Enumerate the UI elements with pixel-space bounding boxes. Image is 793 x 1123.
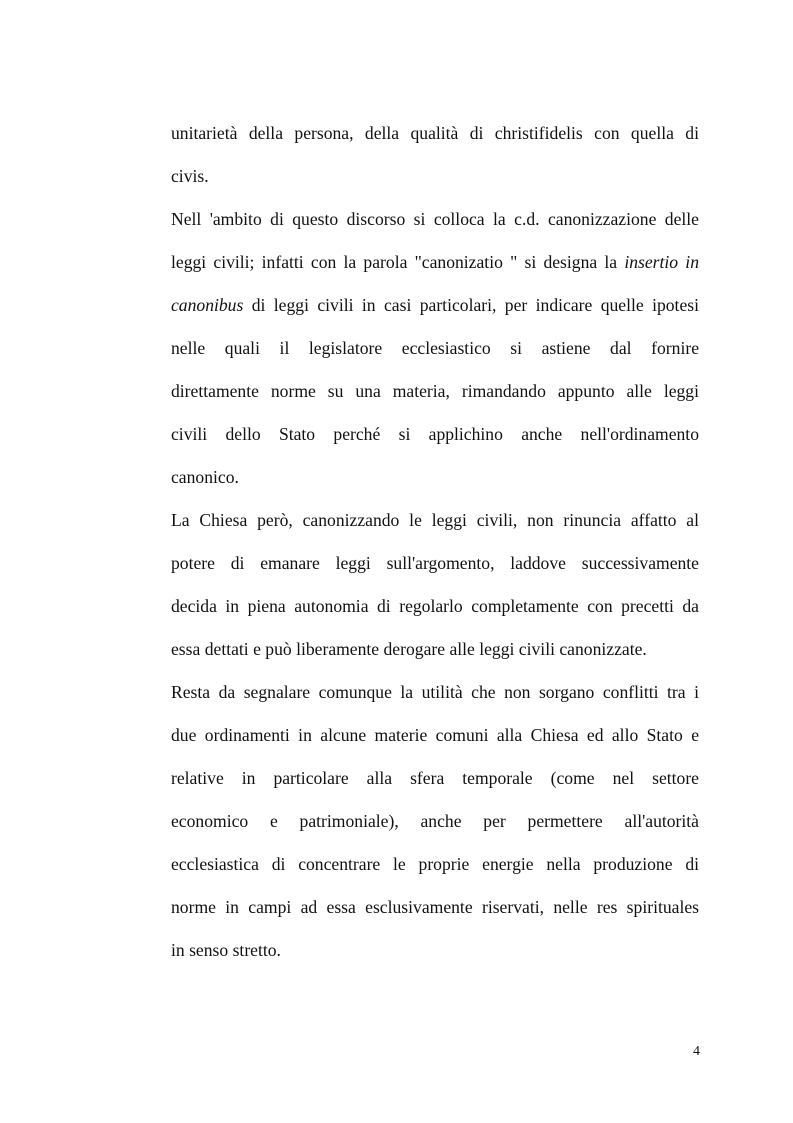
text-line — [171, 886, 699, 929]
text-line — [171, 413, 699, 456]
text-segment: essa dettati e può liberamente derogare alle leggi civili canonizzate. — [171, 639, 647, 659]
text-line — [171, 370, 699, 413]
text-segment: leggi civili; infatti con la parola "canonizatio " si designa la — [171, 252, 625, 272]
text-segment: decida in piena autonomia di regolarlo completamente con precetti da — [171, 596, 699, 616]
text-line — [171, 542, 699, 585]
page-number: 4 — [693, 1044, 700, 1059]
text-segment: Nell 'ambito di questo discorso si colloca la c.d. canonizzazione delle — [171, 209, 699, 229]
text-line — [171, 800, 699, 843]
italic-text-segment: canonibus — [171, 295, 244, 315]
text-line — [171, 628, 699, 671]
paragraph — [171, 671, 699, 972]
text-line — [171, 671, 699, 714]
text-segment: in senso stretto. — [171, 940, 281, 960]
text-line — [171, 112, 699, 155]
italic-text-segment: insertio in — [624, 252, 699, 272]
text-line — [171, 456, 699, 499]
text-segment: ecclesiastica di concentrare le proprie energie nella produzione di — [171, 854, 699, 874]
paragraph — [171, 499, 699, 671]
paragraph — [171, 198, 699, 499]
text-segment: due ordinamenti in alcune materie comuni alla Chiesa ed allo Stato e — [171, 725, 699, 745]
text-line — [171, 198, 699, 241]
text-line — [171, 327, 699, 370]
text-segment: La Chiesa però, canonizzando le leggi civili, non rinuncia affatto al — [171, 510, 699, 530]
text-line — [171, 757, 699, 800]
text-line — [171, 585, 699, 628]
text-line — [171, 155, 699, 198]
text-segment: unitarietà della persona, della qualità di christifidelis con quella di — [171, 123, 699, 143]
text-segment: Resta da segnalare comunque la utilità che non sorgano conflitti tra i — [171, 682, 699, 702]
text-line — [171, 284, 699, 327]
text-segment: nelle quali il legislatore ecclesiastico si astiene dal fornire — [171, 338, 699, 358]
body-text — [171, 112, 699, 972]
paragraph — [171, 112, 699, 198]
text-line — [171, 499, 699, 542]
text-segment: civili dello Stato perché si applichino anche nell'ordinamento — [171, 424, 699, 444]
text-segment: di leggi civili in casi particolari, per indicare quelle ipotesi — [243, 295, 699, 315]
text-line — [171, 714, 699, 757]
text-line — [171, 241, 699, 284]
text-segment: direttamente norme su una materia, rimandando appunto alle leggi — [171, 381, 699, 401]
text-segment: civis. — [171, 166, 209, 186]
text-segment: norme in campi ad essa esclusivamente riservati, nelle res spirituales — [171, 897, 699, 917]
text-segment: canonico. — [171, 467, 239, 487]
text-segment: relative in particolare alla sfera temporale (come nel settore — [171, 768, 699, 788]
text-line — [171, 843, 699, 886]
text-line — [171, 929, 699, 972]
text-segment: economico e patrimoniale), anche per permettere all'autorità — [171, 811, 699, 831]
text-segment: potere di emanare leggi sull'argomento, laddove successivamente — [171, 553, 699, 573]
